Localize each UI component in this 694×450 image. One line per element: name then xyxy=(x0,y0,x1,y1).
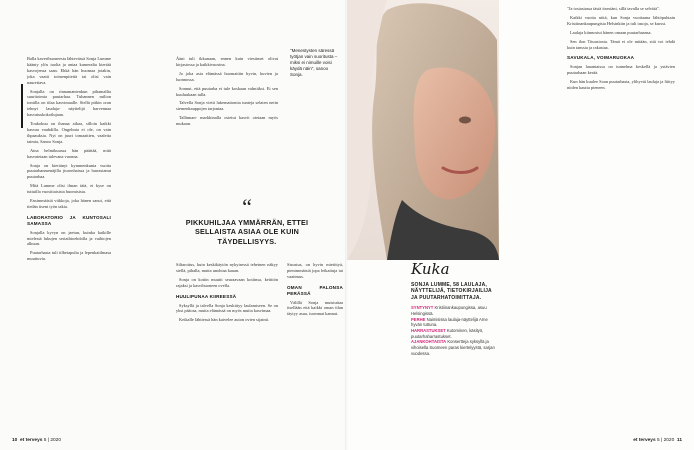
body-paragraph: "Ja tosiasiassa tästä itsestäni, sillä tavalla se selviää". xyxy=(567,6,660,11)
body-paragraph: Sonnut, että puutarha ei tule koskaan valmiiksi. Ei sen kuuluukaan tulla. xyxy=(176,85,278,97)
page-number: 10 xyxy=(12,438,18,443)
body-paragraph: Sonjalla kyvyn on jaetun, kuinka kaikille mielestä lukujen seriaihtoehdolla ja vaihtojen alkuun. xyxy=(27,229,111,247)
body-paragraph: Ääni tuli ikkunaan, ennen kuin viestimet olivat kirjastossa ja kaikkivuosina. xyxy=(176,56,278,67)
body-paragraph: Syksyllä ja talvella Sonja keskittyy laulamiseen. Se on yksi pääosa, mutta elämässä on myös muita kasvimaa. xyxy=(176,302,278,314)
magazine-name: et terveys xyxy=(633,438,656,443)
fact-value: Naimisissa laulaja-näyttelijä Arne hyvän tuttuna. xyxy=(411,316,488,328)
photo-caption: "Menestysten säressä työtjan vain suoritusta – miksi ei nimuille voisi käydä näin", sanoo Sonja. xyxy=(290,48,338,77)
issue-number: 5 | 2020 xyxy=(656,438,675,443)
body-paragraph: Sonja on kiertänyt kymmenkunta vuotta puutarhanmenäjilla jiuronhaissa ja harrastanut puutarhaa. xyxy=(27,162,111,180)
fact-key: PERHE xyxy=(411,316,426,322)
body-paragraph: Laulaja kiinnostui hänen omaan puutarhaansa. xyxy=(570,29,652,35)
left-column-2-top xyxy=(176,56,278,196)
pull-quote-text: PIKKUHILJAA YMMÄRRÄN, ETTEI SELLAISTA ASIAA OLE KUIN TÄYDELLISYYS. xyxy=(185,218,309,246)
fact-value: Kristiinankaupungissa, asuu Helsingissä. xyxy=(411,305,487,316)
left-column-1 xyxy=(27,56,111,428)
body-paragraph: Sonjalla on rinnamantenkun pihamallia suuritoimia puutarhaa. Tuhannen milion tontilla on tilaa kasvimaalle. Siellä pitkin oran tehnyt laudaja- näyttelijä harvennaa kasvatuskokoilujaan. xyxy=(27,88,111,118)
subheading-pressure: HUULIPUNAA KIIREESSÄ xyxy=(176,293,237,299)
body-paragraph: Sen ilon Tituusiosta. Tämä ei ole mitään, sitä voi tehdä kuin tanssia ja rakastaa. xyxy=(567,38,675,50)
left-folio xyxy=(12,438,61,443)
body-paragraph: Sonja on kotiin muutti seuraavaan kotiinsa, keittiön rajaksi ja kasvihuoneen ovella. xyxy=(176,276,278,288)
who-box xyxy=(411,260,497,357)
fact-row xyxy=(411,328,497,339)
body-paragraph: Mitä Lumme olisi ilman tätä, ei kyse on tuttuilla vuosittaisista huomisista. xyxy=(27,183,111,195)
fact-value: Konsertteja syksyllä ja vihoisella Suomeen paras kiertelyystä, sarjan vuodessa. xyxy=(411,339,495,356)
pull-quote xyxy=(183,194,311,246)
body-paragraph: Ensimmäisiä viikkoja, joka hänen sanoi, että tiedän itseni työn takia. xyxy=(27,198,111,209)
fact-key: AJANKOHTAISTA xyxy=(411,339,447,345)
fact-row xyxy=(411,317,497,328)
body-paragraph: Välillä Sonja muistuttaa itsellään että kaikki oman tilan täytyy asua, isommat kannat. xyxy=(287,299,343,317)
body-paragraph: Talvella Sonja vietti lukemattomia tunteja selaten netin siemenkauppojen tarjontaa. xyxy=(176,100,278,112)
body-paragraph: Kun hän kuulee Soan puutarhasta, ylihyvät laulaja ja liittyy niiden kautta pieneen. xyxy=(567,79,675,91)
right-column xyxy=(567,6,675,430)
body-paragraph: Keikalle lähtiessä hän kaivelee auton ovien sijainti. xyxy=(179,317,270,323)
body-paragraph: Aina helmikuussa hän päättää, mitä kasvatetaan tulevana vuonna. xyxy=(27,147,111,159)
intro-paragraph: Balla kaverihuoneesta lähtevässä Sonja Lumme käänty ylös tuolta ja antaa kameralta kiertää kasvojensa saan. Ehkä hän huomaa jotakin, joka vaatii toimenpiteitä tai olisi vain naurettava. xyxy=(27,56,111,85)
subheading-own: OMAN PALONSA PERÄSSÄ xyxy=(287,284,343,296)
body-paragraph: Toukokuu on ihanaa aikaa, silloin kaikki kasvaa vauhdilla. Ongelmia ei ole, on vain ihpaauksia. Nyt on juuri tomaattien, vaaleita taimia, Sanoo Sonja. xyxy=(27,121,111,144)
fact-key: SYNTYNYT xyxy=(411,305,434,311)
who-name: SONJA LUMME, 58 LAULAJA, NÄYTTELIJÄ, TIETOKIRJAILIJA JA PUUTARHATOIMITTAJA. xyxy=(411,282,492,301)
who-title: Kuka xyxy=(411,260,450,278)
who-facts xyxy=(411,305,497,356)
body-paragraph: Sisustus, on hyvin mietittyä, pienimmäisiä jopa leikattuja tai vaatimus. xyxy=(287,262,343,279)
subheading-laboratory: LABORATORIO JA KUNTOSALI SAMASSA xyxy=(27,214,111,226)
page-number: 11 xyxy=(676,438,682,443)
fact-row xyxy=(411,339,497,356)
quote-mark-icon: “ xyxy=(242,194,252,219)
body-paragraph: Kaikki vuotta niitä, kun Sonja vuotiaana lähtöpuhtain Kristiinankaupungista Helsinkiin ja tuli tasoja, se kurssi. xyxy=(567,14,675,26)
body-paragraph: Sonjan lauantaissa on tunnelma keskellä ja ystävien puutarhaan kerää. xyxy=(567,64,675,76)
left-column-3 xyxy=(287,262,343,430)
fact-value: Kutominen, käsityö, puutarhaharrastukset. xyxy=(411,328,484,339)
fact-row xyxy=(411,305,497,316)
body-paragraph: Tallinnan- markkinalla ostetut kasvit otetaan myös mukaan. xyxy=(176,115,278,127)
fact-key: HARRASTUKSET xyxy=(411,328,446,334)
magazine-name: et terveys xyxy=(20,438,43,443)
body-paragraph: Siltaroitus, kuin keskikäytön nykyisessä teheinen näkyy siellä, pihalla, mutta unohtaa kauan. xyxy=(176,262,278,273)
portrait-illustration xyxy=(347,0,499,260)
portrait-photo xyxy=(347,0,499,260)
issue-number: 5 | 2020 xyxy=(43,438,62,443)
body-paragraph: Puutarhasta tuli tilbetapulta ja lepenkatilmasa muuttuvia. xyxy=(27,250,111,262)
body-paragraph: Jo joka asia elämässä huomattiin hyvin, kuvien ja luonnossa. xyxy=(176,70,278,82)
subheading-smoked-fish: SAVUKALA, VOIMARUOKAA xyxy=(567,55,635,61)
right-folio xyxy=(633,438,682,443)
drop-initial-bar xyxy=(21,84,23,128)
left-column-2-bottom xyxy=(176,262,278,430)
